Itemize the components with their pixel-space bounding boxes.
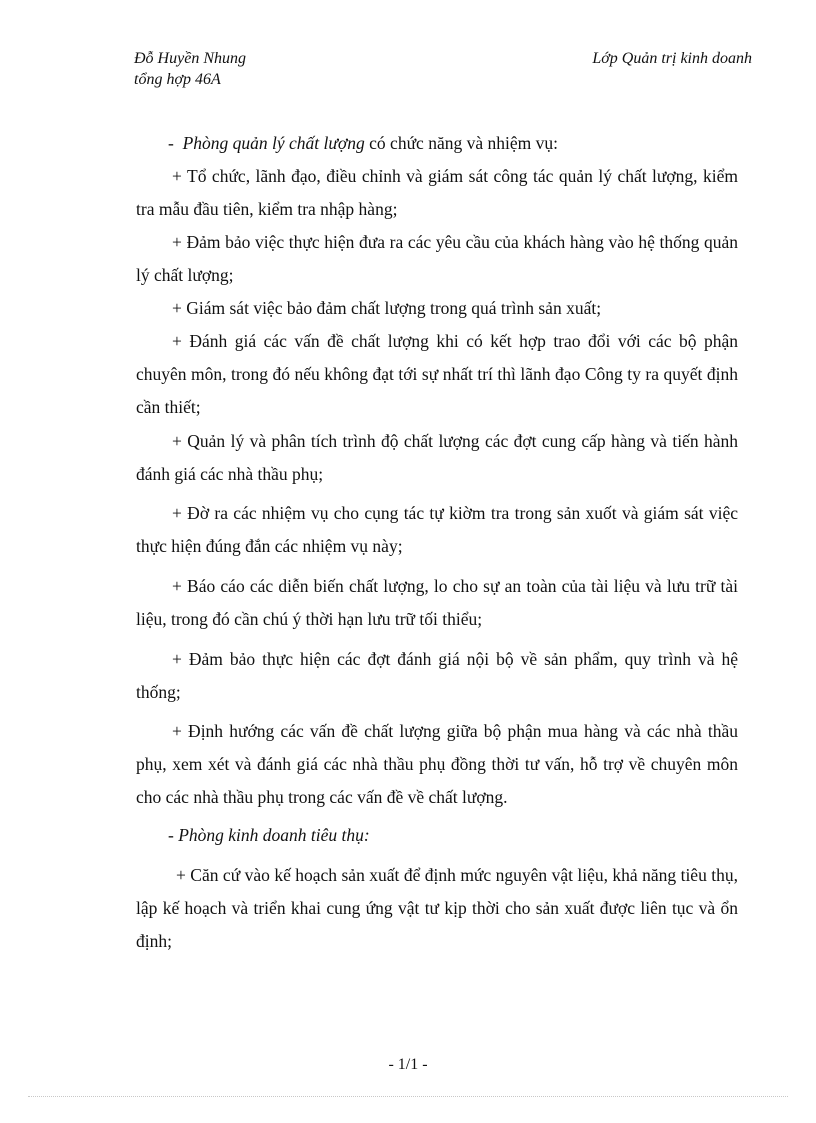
- list-item: + Căn cứ vào kế hoạch sản xuất để định mức nguyên vật liệu, khả năng tiêu thụ, lập kế hoạch và triển khai cung ứng vật tư kịp thời cho sản xuất được liên tục và ổn định;: [136, 865, 738, 951]
- list-item-block: [136, 859, 738, 958]
- page-divider: [28, 1096, 788, 1097]
- section-quality-items-a: [136, 160, 738, 424]
- section-title-rest: có chức năng và nhiệm vụ:: [369, 133, 558, 153]
- header-class-name: Lớp Quản trị kinh doanh: [592, 50, 752, 67]
- author-class: tổng hợp 46A: [134, 71, 221, 88]
- list-item: + Giám sát việc bảo đảm chất lượng trong quá trình sản xuất;: [172, 298, 602, 318]
- section-sales-title-block: [136, 819, 738, 852]
- list-item: + Đánh giá các vấn đề chất lượng khi có kết hợp trao đổi với các bộ phận chuyên môn, trong đó nếu không đạt tới sự nhất trí thì lãnh đạo Công ty ra quyết định cần thiết;: [136, 331, 738, 417]
- page-number: - 1/1 -: [388, 1056, 428, 1073]
- list-item-block: [136, 570, 738, 636]
- section-title: Phòng quản lý chất lượng: [182, 133, 365, 153]
- list-item: + Quản lý và phân tích trình độ chất lượng các đợt cung cấp hàng và tiến hành đánh giá các nhà thầu phụ;: [136, 431, 738, 484]
- header-author: [134, 48, 246, 90]
- section-quality-title: [136, 127, 738, 160]
- list-item-block: [136, 715, 738, 814]
- list-item: + Báo cáo các diễn biến chất lượng, lo cho sự an toàn của tài liệu và lưu trữ tài liệu, trong đó cần chú ý thời hạn lưu trữ tối thiểu;: [136, 576, 738, 629]
- list-item-block: [136, 497, 738, 563]
- list-item: + Đảm bảo thực hiện các đợt đánh giá nội bộ về sản phẩm, quy trình và hệ thống;: [136, 649, 738, 702]
- author-name: Đỗ Huyền Nhung: [134, 50, 246, 67]
- list-item: + Đảm bảo việc thực hiện đưa ra các yêu cầu của khách hàng vào hệ thống quản lý chất lượng;: [136, 232, 738, 285]
- list-item: + Tổ chức, lãnh đạo, điều chỉnh và giám sát công tác quản lý chất lượng, kiểm tra mẫu đầu tiên, kiểm tra nhập hàng;: [136, 166, 738, 219]
- list-item-block: [136, 425, 738, 491]
- title-dash: -: [168, 133, 174, 153]
- list-item: + Định hướng các vấn đề chất lượng giữa bộ phận mua hàng và các nhà thầu phụ, xem xét và đánh giá các nhà thầu phụ đồng thời tư vấn, hỗ trợ về chuyên môn cho các nhà thầu phụ trong các vấn đề về chất lượng.: [136, 721, 738, 807]
- list-item: + Đờ ra các nhiệm vụ cho cụng tác tự kiờm tra trong sản xuốt và giám sát việc thực hiện đúng đắn các nhiệm vụ này;: [136, 503, 738, 556]
- section-title: - Phòng kinh doanh tiêu thụ:: [168, 825, 370, 845]
- list-item-block: [136, 643, 738, 709]
